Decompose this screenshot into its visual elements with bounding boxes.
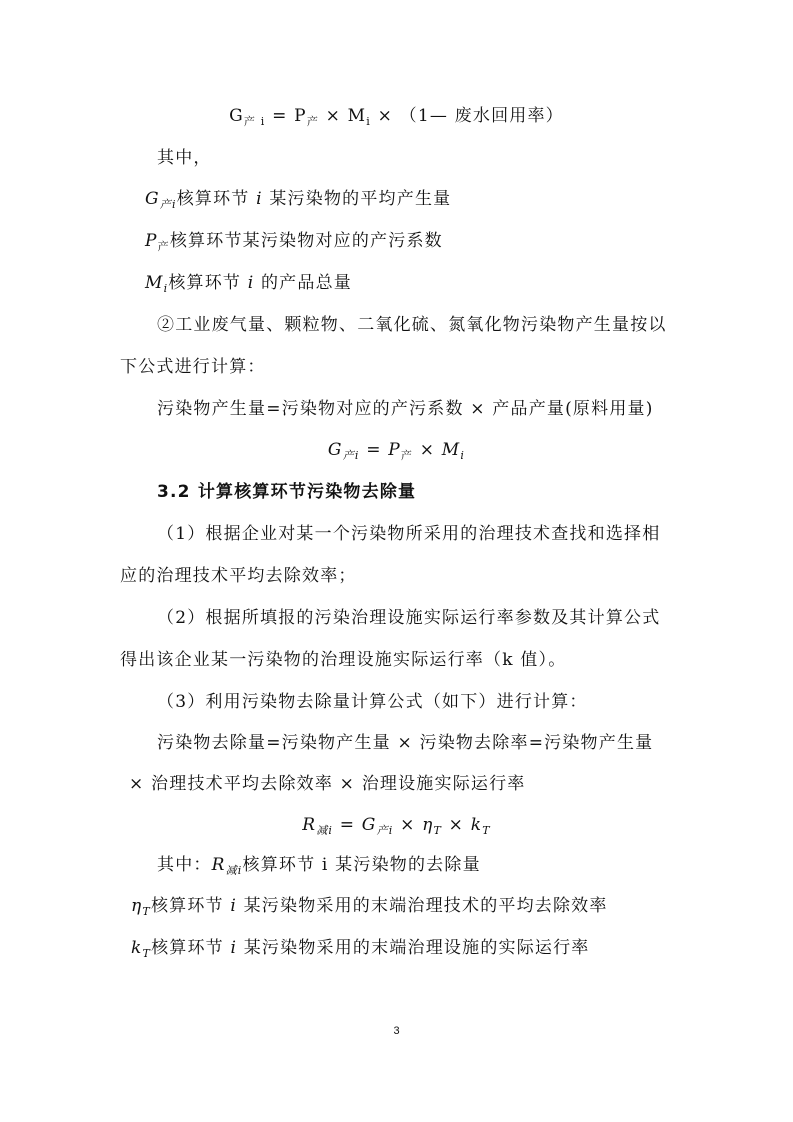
- item1-line2: 应的治理技术平均去除效率；: [120, 566, 357, 586]
- definition-text: 某污染物采用的末端治理设施的实际运行率: [237, 938, 590, 958]
- formula-symbol: k: [131, 938, 143, 958]
- formula-subscript: T: [433, 824, 443, 837]
- formula-symbol: η: [131, 896, 143, 916]
- formula-symbol: R: [211, 855, 226, 875]
- formula-generation-text: 污染物产生量=污染物对应的产污系数 × 产品产量(原料用量): [157, 399, 654, 419]
- formula-subscript: i: [366, 115, 371, 128]
- formula-subscript: 产: [306, 115, 320, 128]
- item2-line1: （2）根据所填报的污染治理设施实际运行率参数及其计算公式: [157, 608, 661, 628]
- item3: （3）利用污染物去除量计算公式（如下）进行计算：: [157, 692, 588, 712]
- formula-removal-text-line2: × 治理技术平均去除效率 × 治理设施实际运行率: [129, 774, 526, 794]
- formula-subscript: 减i: [225, 864, 243, 877]
- definition-g-produce: [145, 187, 451, 217]
- formula-subscript: T: [142, 905, 151, 918]
- formula-subscript: 产i: [376, 824, 394, 837]
- formula-symbol: M: [347, 106, 367, 126]
- formula-operator: =: [333, 815, 362, 835]
- formula-subscript: 产i: [342, 449, 360, 462]
- formula-symbol: G: [327, 440, 343, 460]
- formula-removal-text-line1: 污染物去除量=污染物产生量 × 污染物去除率=污染物产生量: [157, 733, 654, 753]
- definition-text: 某污染物的平均产生量: [262, 189, 452, 209]
- formula-subscript: i: [460, 449, 466, 462]
- definition-eta: [131, 894, 608, 924]
- formula-operator: ×: [442, 815, 471, 835]
- formula-removal: [0, 813, 793, 843]
- definition-text: 某污染物采用的末端治理技术的平均去除效率: [236, 896, 608, 916]
- formula-operator: ×: [319, 106, 348, 126]
- formula-variable: i: [230, 896, 237, 916]
- item2-line2: 得出该企业某一污染物的治理设施实际运行率（k 值）。: [120, 650, 567, 670]
- page-number: 3: [393, 1025, 400, 1037]
- formula-variable: i: [230, 938, 238, 958]
- where-label: 其中，: [157, 148, 212, 168]
- formula-operator: ×: [371, 106, 400, 126]
- definition-text: 核算环节: [151, 938, 231, 958]
- definition-text: 的产品总量: [254, 273, 352, 293]
- formula-symbol: M: [145, 273, 164, 293]
- definition-r-removal: [157, 853, 481, 883]
- definition-m: [145, 271, 352, 301]
- paragraph-air-line1: ②工业废气量、颗粒物、二氧化硫、氮氧化物污染物产生量按以: [157, 315, 667, 335]
- formula-symbol: G: [145, 189, 160, 209]
- formula-symbol: M: [441, 440, 461, 460]
- definition-text: 核算环节某污染物对应的产污系数: [169, 231, 443, 251]
- formula-subscript: 产 i: [243, 115, 266, 128]
- formula-variable: i: [247, 273, 255, 293]
- formula-operator: ×: [413, 440, 442, 460]
- definition-text: 核算环节: [150, 896, 231, 916]
- formula-operator: =: [265, 106, 295, 126]
- formula-symbol: η: [422, 815, 434, 835]
- paragraph-air-line2: 下公式进行计算：: [120, 357, 266, 377]
- formula-variable: i: [256, 189, 263, 209]
- formula-operator: =: [359, 440, 389, 460]
- item1-line1: （1）根据企业对某一个污染物所采用的治理技术查找和选择相: [157, 524, 661, 544]
- section-heading: 3.2 计算核算环节污染物去除量: [157, 482, 417, 502]
- formula-symbol: R: [302, 815, 317, 835]
- formula-subscript: 产: [400, 449, 414, 462]
- formula-symbol: G: [361, 815, 377, 835]
- formula-generation: [0, 438, 793, 468]
- formula-operator: ×: [393, 815, 423, 835]
- formula-text: （1— 废水回用率）: [399, 106, 564, 126]
- formula-subscript: T: [142, 947, 152, 960]
- formula-subscript: 产i: [159, 198, 177, 211]
- formula-subscript: i: [163, 282, 169, 295]
- definition-text: 核算环节: [176, 189, 257, 209]
- formula-symbol: k: [470, 815, 483, 835]
- definition-p-produce: [145, 229, 443, 259]
- formula-symbol: P: [294, 106, 307, 126]
- formula-symbol: P: [145, 231, 158, 251]
- definition-k: [131, 936, 590, 966]
- formula-subscript: 减i: [316, 824, 334, 837]
- where-label: 其中：: [157, 855, 212, 875]
- formula-symbol: G: [229, 106, 244, 126]
- definition-text: 核算环节: [168, 273, 248, 293]
- formula-generation-wastewater: [0, 104, 793, 134]
- definition-text: 核算环节 i 某污染物的去除量: [242, 855, 481, 875]
- formula-symbol: P: [388, 440, 401, 460]
- formula-subscript: 产: [157, 240, 170, 253]
- formula-subscript: T: [482, 824, 491, 837]
